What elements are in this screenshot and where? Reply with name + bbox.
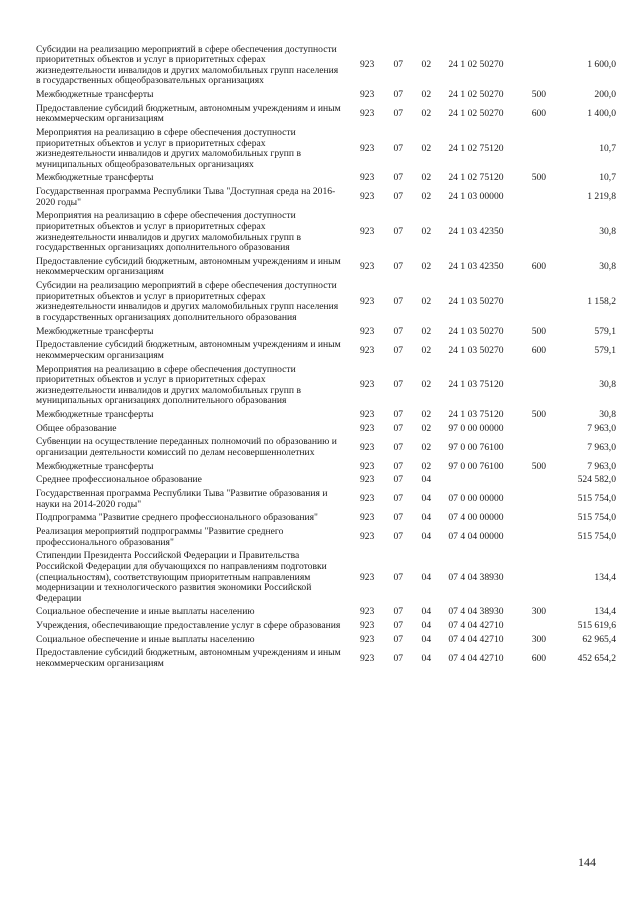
row-name: Социальное обеспечение и иные выплаты населению <box>36 606 255 618</box>
budget-table <box>36 43 616 671</box>
row-name: Предоставление субсидий бюджетным, автономным учреждениям и иным некоммерческим организациям <box>36 102 341 125</box>
row-rz: 07 <box>393 191 404 203</box>
row-sum: 1 158,2 <box>587 296 616 308</box>
row-pr: 02 <box>421 379 432 391</box>
row-sum: 515 754,0 <box>577 531 616 543</box>
row-sum: 579,1 <box>594 325 616 337</box>
table-row <box>36 460 616 474</box>
row-name: Стипендии Президента Российской Федерации и Правительства Российской Федерации для обучающихся по направлениям подготовки (специальностям), соответствующим приоритетным направлениям модернизации и технологического развития экономики Российской Федерации <box>36 550 327 604</box>
row-ved: 923 <box>359 493 375 505</box>
row-ved: 923 <box>359 571 375 583</box>
row-sum: 62 965,4 <box>582 633 616 645</box>
row-vr: 500 <box>531 172 547 184</box>
row-sum: 1 400,0 <box>587 107 616 119</box>
row-pr: 02 <box>421 191 432 203</box>
page-number: 144 <box>578 855 596 869</box>
row-csr: 07 4 00 00000 <box>448 512 504 524</box>
row-csr: 97 0 00 76100 <box>448 460 504 472</box>
table-row <box>36 126 616 171</box>
row-rz: 07 <box>393 107 404 119</box>
table-row <box>36 474 616 488</box>
row-ved: 923 <box>359 88 375 100</box>
row-rz: 07 <box>393 422 404 434</box>
table-row <box>36 647 616 671</box>
table-row <box>36 88 616 102</box>
row-csr: 24 1 03 50270 <box>448 344 504 356</box>
row-ved: 923 <box>359 107 375 119</box>
row-rz: 07 <box>393 142 404 154</box>
row-sum: 579,1 <box>594 344 616 356</box>
row-ved: 923 <box>359 59 375 71</box>
row-name: Предоставление субсидий бюджетным, автономным учреждениям и иным некоммерческим организациям <box>36 647 341 670</box>
row-rz: 07 <box>393 59 404 71</box>
row-ved: 923 <box>359 422 375 434</box>
row-pr: 02 <box>421 296 432 308</box>
row-name: Субсидии на реализацию мероприятий в сфере обеспечения доступности приоритетных объектов и услуг в приоритетных сферах жизнедеятельности инвалидов и других маломобильных групп населения в государственных общеобразовательных организациях <box>36 43 339 87</box>
row-ved: 923 <box>359 296 375 308</box>
row-rz: 07 <box>393 633 404 645</box>
row-ved: 923 <box>359 379 375 391</box>
row-vr: 300 <box>531 606 547 618</box>
row-pr: 04 <box>421 531 432 543</box>
row-rz: 07 <box>393 344 404 356</box>
row-ved: 923 <box>359 261 375 273</box>
row-sum: 134,4 <box>594 571 616 583</box>
row-ved: 923 <box>359 633 375 645</box>
row-vr <box>532 280 566 325</box>
row-vr <box>532 512 566 526</box>
row-pr: 02 <box>421 441 432 453</box>
row-csr: 24 1 03 42350 <box>448 226 504 238</box>
row-csr: 24 1 02 75120 <box>448 142 504 154</box>
row-vr: 600 <box>531 107 547 119</box>
table-row <box>36 255 616 279</box>
row-vr <box>532 422 566 436</box>
table-row <box>36 633 616 647</box>
table-row <box>36 102 616 126</box>
row-csr: 07 4 04 42710 <box>448 652 504 664</box>
table-row <box>36 512 616 526</box>
row-pr: 02 <box>421 460 432 472</box>
row-name: Предоставление субсидий бюджетным, автономным учреждениям и иным некоммерческим организациям <box>36 339 341 361</box>
table-row <box>36 436 616 460</box>
row-pr: 04 <box>421 512 432 524</box>
row-ved: 923 <box>359 606 375 618</box>
row-rz: 07 <box>393 512 404 524</box>
table-row <box>36 172 616 186</box>
row-ved: 923 <box>359 460 375 472</box>
row-pr: 02 <box>421 172 432 184</box>
row-csr: 07 4 04 38930 <box>448 571 504 583</box>
row-ved: 923 <box>359 512 375 524</box>
row-vr <box>532 620 566 634</box>
table-row <box>36 422 616 436</box>
row-rz: 07 <box>393 409 404 421</box>
row-name: Среднее профессиональное образование <box>36 474 202 486</box>
row-pr: 04 <box>421 571 432 583</box>
table-row <box>36 280 616 325</box>
row-ved: 923 <box>359 344 375 356</box>
row-name: Государственная программа Республики Тыва "Развитие образования и науки на 2014-2020 годы" <box>36 488 328 510</box>
row-name: Межбюджетные трансферты <box>36 88 154 100</box>
row-vr <box>532 363 566 408</box>
row-pr: 02 <box>421 344 432 356</box>
row-vr <box>532 474 566 488</box>
row-rz: 07 <box>393 620 404 632</box>
row-vr <box>532 186 566 210</box>
row-csr: 24 1 02 50270 <box>448 107 504 119</box>
row-csr: 97 0 00 76100 <box>448 441 504 453</box>
row-csr: 24 1 02 75120 <box>448 172 504 184</box>
row-sum: 515 754,0 <box>577 493 616 505</box>
row-sum: 515 754,0 <box>577 512 616 524</box>
row-vr <box>532 210 566 255</box>
table-row <box>36 363 616 408</box>
row-ved: 923 <box>359 474 375 486</box>
row-name: Предоставление субсидий бюджетным, автономным учреждениям и иным некоммерческим организациям <box>36 255 341 278</box>
table-row <box>36 550 616 606</box>
row-rz: 07 <box>393 172 404 184</box>
row-pr: 02 <box>421 409 432 421</box>
row-name: Межбюджетные трансферты <box>36 409 154 421</box>
row-pr: 02 <box>421 325 432 337</box>
row-vr <box>532 526 566 550</box>
row-vr <box>532 550 566 606</box>
row-sum: 452 654,2 <box>577 652 616 664</box>
row-rz: 07 <box>393 493 404 505</box>
row-pr: 04 <box>421 620 432 632</box>
table-row <box>36 325 616 339</box>
row-vr: 500 <box>531 460 547 472</box>
table-row <box>36 43 616 88</box>
row-sum: 515 619,6 <box>577 620 616 632</box>
row-sum: 30,8 <box>599 261 616 273</box>
row-vr: 500 <box>531 409 547 421</box>
row-sum: 10,7 <box>599 172 616 184</box>
row-ved: 923 <box>359 531 375 543</box>
row-ved: 923 <box>359 409 375 421</box>
row-vr <box>532 488 566 512</box>
row-rz: 07 <box>393 296 404 308</box>
row-name: Субвенции на осуществление переданных полномочий по образованию и организации деятельности комиссий по делам несовершеннолетних <box>36 436 337 458</box>
row-ved: 923 <box>359 620 375 632</box>
table-row <box>36 526 616 550</box>
row-csr: 24 1 02 50270 <box>448 88 504 100</box>
row-csr: 07 4 04 00000 <box>448 531 504 543</box>
row-rz: 07 <box>393 652 404 664</box>
row-csr: 97 0 00 00000 <box>448 422 504 434</box>
row-name: Подпрограмма "Развитие среднего профессионального образования" <box>36 512 318 524</box>
row-vr: 300 <box>531 633 547 645</box>
row-name: Реализация мероприятий подпрограммы "Развитие среднего профессионального образования" <box>36 526 284 548</box>
row-csr: 24 1 03 00000 <box>448 191 504 203</box>
row-name: Мероприятия на реализацию в сфере обеспечения доступности приоритетных объектов и услуг в приоритетных сферах жизнедеятельности инвалидов и других маломобильных групп в муниципальных общеобразовательных организациях <box>36 126 301 170</box>
row-sum: 7 963,0 <box>587 441 616 453</box>
row-sum: 10,7 <box>599 142 616 154</box>
table-row <box>36 210 616 255</box>
row-csr: 07 4 04 38930 <box>448 606 504 618</box>
row-sum: 1 600,0 <box>587 59 616 71</box>
row-vr: 500 <box>531 325 547 337</box>
row-csr: 24 1 03 75120 <box>448 379 504 391</box>
row-ved: 923 <box>359 191 375 203</box>
row-sum: 7 963,0 <box>587 422 616 434</box>
row-pr: 02 <box>421 226 432 238</box>
row-vr: 600 <box>531 652 547 664</box>
row-pr: 04 <box>421 652 432 664</box>
row-csr: 24 1 02 50270 <box>448 59 504 71</box>
row-rz: 07 <box>393 606 404 618</box>
row-csr: 24 1 03 42350 <box>448 261 504 273</box>
row-ved: 923 <box>359 142 375 154</box>
row-name: Государственная программа Республики Тыва "Доступная среда на 2016-2020 годы" <box>36 186 336 208</box>
row-vr <box>532 126 566 171</box>
row-ved: 923 <box>359 652 375 664</box>
table-row <box>36 339 616 363</box>
row-sum: 200,0 <box>594 88 616 100</box>
row-rz: 07 <box>393 379 404 391</box>
table-row <box>36 488 616 512</box>
row-rz: 07 <box>393 460 404 472</box>
row-csr: 24 1 03 50270 <box>448 296 504 308</box>
row-name: Межбюджетные трансферты <box>36 325 154 337</box>
row-sum: 134,4 <box>594 606 616 618</box>
row-pr: 04 <box>421 633 432 645</box>
row-sum: 524 582,0 <box>577 474 616 486</box>
row-name: Субсидии на реализацию мероприятий в сфере обеспечения доступности приоритетных объектов и услуг в приоритетных сферах жизнедеятельности инвалидов и других маломобильных групп населения в государственных организациях дополнительного образования <box>36 280 339 323</box>
row-ved: 923 <box>359 441 375 453</box>
budget-table-body <box>36 43 616 671</box>
row-sum: 1 219,8 <box>587 191 616 203</box>
row-pr: 04 <box>421 493 432 505</box>
table-row <box>36 409 616 423</box>
row-rz: 07 <box>393 531 404 543</box>
row-pr: 02 <box>421 422 432 434</box>
row-rz: 07 <box>393 261 404 273</box>
row-csr: 24 1 03 75120 <box>448 409 504 421</box>
row-name: Учреждения, обеспечивающие предоставление услуг в сфере образования <box>36 620 341 632</box>
row-csr: 24 1 03 50270 <box>448 325 504 337</box>
row-ved: 923 <box>359 172 375 184</box>
table-row <box>36 620 616 634</box>
row-pr: 04 <box>421 474 432 486</box>
row-name: Межбюджетные трансферты <box>36 172 154 184</box>
row-name: Межбюджетные трансферты <box>36 460 154 472</box>
row-rz: 07 <box>393 571 404 583</box>
row-csr: 07 4 04 42710 <box>448 620 504 632</box>
row-rz: 07 <box>393 441 404 453</box>
row-rz: 07 <box>393 325 404 337</box>
row-sum: 30,8 <box>599 379 616 391</box>
row-vr: 600 <box>531 344 547 356</box>
row-name: Общее образование <box>36 422 117 434</box>
row-ved: 923 <box>359 226 375 238</box>
row-name: Социальное обеспечение и иные выплаты населению <box>36 633 255 645</box>
row-pr: 02 <box>421 261 432 273</box>
row-sum: 30,8 <box>599 226 616 238</box>
row-csr <box>440 474 531 488</box>
table-row <box>36 606 616 620</box>
row-pr: 02 <box>421 142 432 154</box>
row-vr <box>532 436 566 460</box>
row-name: Мероприятия на реализацию в сфере обеспечения доступности приоритетных объектов и услуг в приоритетных сферах жизнедеятельности инвалидов и других маломобильных групп в государственных организациях дополнительного образования <box>36 210 301 254</box>
row-rz: 07 <box>393 474 404 486</box>
row-sum: 30,8 <box>599 409 616 421</box>
row-rz: 07 <box>393 226 404 238</box>
row-pr: 02 <box>421 107 432 119</box>
row-pr: 02 <box>421 59 432 71</box>
row-csr: 07 4 04 42710 <box>448 633 504 645</box>
row-vr: 600 <box>531 261 547 273</box>
row-name: Мероприятия на реализацию в сфере обеспечения доступности приоритетных объектов и услуг в приоритетных сферах жизнедеятельности инвалидов и других маломобильных групп в муниципальных организациях дополнительного образования <box>36 363 301 407</box>
row-csr: 07 0 00 00000 <box>448 493 504 505</box>
row-pr: 04 <box>421 606 432 618</box>
row-pr: 02 <box>421 88 432 100</box>
row-sum: 7 963,0 <box>587 460 616 472</box>
row-rz: 07 <box>393 88 404 100</box>
row-vr: 500 <box>531 88 547 100</box>
row-vr <box>532 43 566 88</box>
row-ved: 923 <box>359 325 375 337</box>
table-row <box>36 186 616 210</box>
